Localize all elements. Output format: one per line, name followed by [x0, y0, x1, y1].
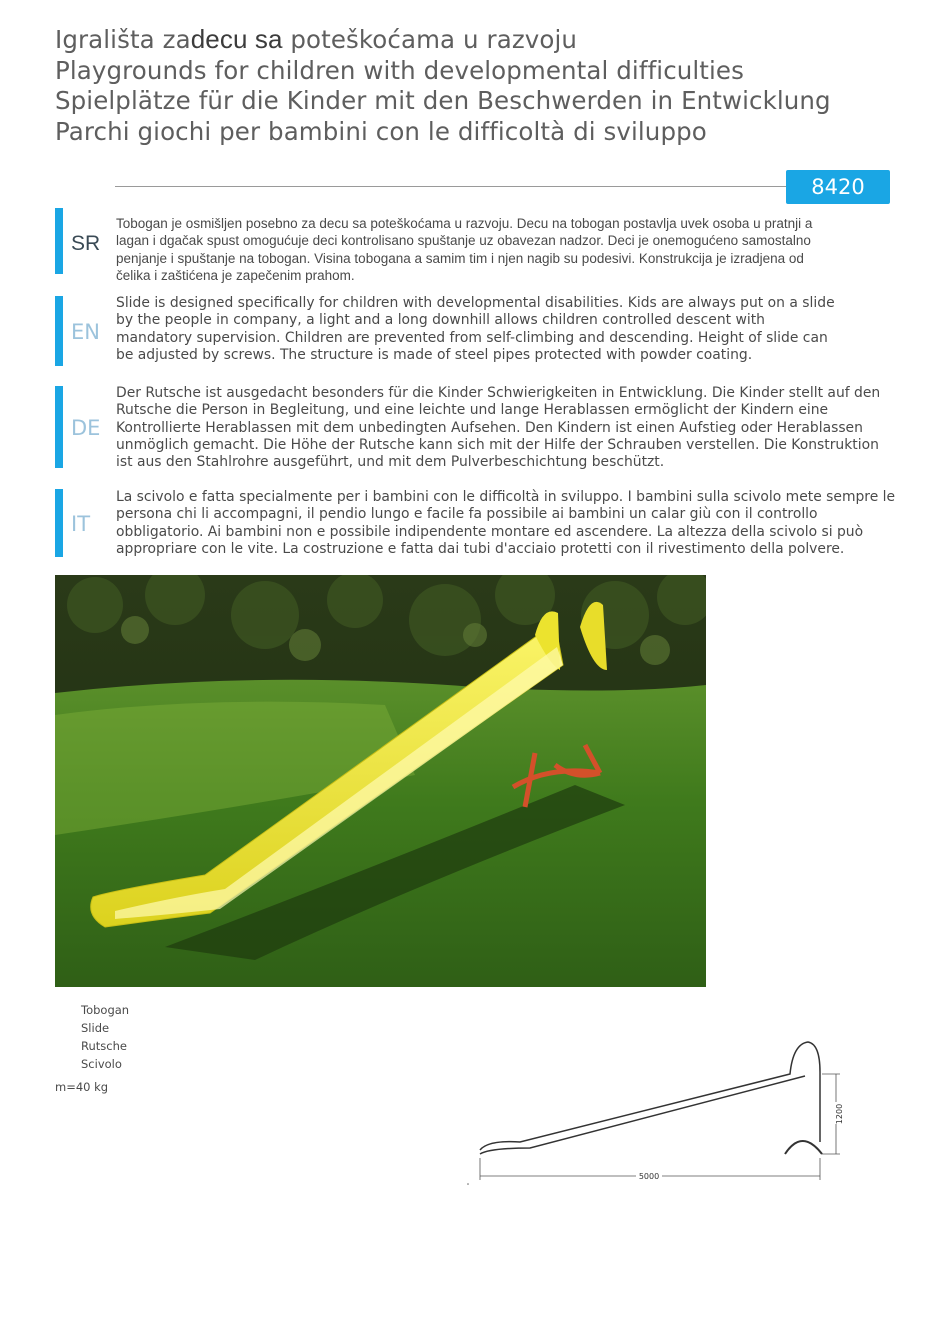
text-line: lagan i dgačak spust omogućuje deci kontrolisano spuštanje uz obavezan nadzor. Deci je onemogućeno samostalno [116, 233, 811, 249]
drawing-slide-bottom [480, 1076, 805, 1154]
product-names [81, 1001, 129, 1073]
text-line: persona chi li accompagni, il pendio lungo e facile fa possibile ai bambini un calar giù con il controllo [116, 506, 818, 523]
text-line: obbligatorio. Ai bambini non e possibile indipendente montare ed ascendere. La altezza della scivolo si può [116, 523, 864, 540]
lang-bar-sr [55, 208, 63, 274]
text-line: Rutsche die Person in Begleitung, und eine leichte und lange Herablassen ermöglicht der Kindern eine [116, 402, 829, 419]
title-german: Spielplätze für die Kinder mit den Beschwerden in Entwicklung [55, 86, 831, 115]
text-line: mandatory supervision. Children are prevented from self-climbing and descending. Height of slide can [116, 329, 828, 346]
drawing-length-label: 5000 [638, 1172, 660, 1181]
paragraph-sr [116, 215, 812, 284]
text-line: Slide is designed specifically for children with developmental disabilities. Kids are always put on a slide [116, 295, 835, 311]
text-line: Tobogan je osmišljen posebno za decu sa poteškoćama u razvoju. Decu na tobogan postavlja uvek osoba u pratnji a [116, 216, 813, 231]
title-english: Playgrounds for children with developmental difficulties [55, 55, 744, 85]
product-code-badge: 8420 [786, 170, 890, 204]
text-line: unmöglich gemacht. Die Höhe der Rutsche kann sich mit der Hilfe der Schrauben verstellen. Die Konstruktion [116, 436, 879, 453]
text-line: Kontrollierte Herablassen mit dem unbedingten Aufsehen. Den Kindern ist einen Aufstieg oder Herablassen [116, 419, 863, 436]
text-line: by the people in company, a light and a long downhill allows children controlled descent with [116, 312, 765, 329]
product-name-sr: Tobogan [81, 1003, 130, 1017]
text-line: La scivolo e fatta specialmente per i bambini con le difficoltà in sviluppo. I bambini sulla scivolo mete sempre le [116, 489, 896, 505]
lang-bar-it [55, 489, 63, 557]
drawing-height-label: 1200 [835, 1103, 844, 1125]
product-name-de: Rutsche [81, 1039, 127, 1053]
lang-code-en: EN [71, 320, 100, 344]
lang-code-sr: SR [71, 232, 101, 255]
header-divider [115, 186, 790, 187]
text-line: ist aus den Stahlrohre ausgeführt, und mit dem Pulverbeschichtung beschützt. [116, 454, 665, 471]
text-line: čelika i zaštićena je zapečenim prahom. [116, 267, 355, 283]
title-sr-pre: Igrališta za [55, 25, 191, 54]
lang-code-de: DE [71, 416, 101, 440]
product-name-it: Scivolo [81, 1057, 122, 1071]
paragraph-en [116, 295, 835, 364]
drawing-stand-arch [785, 1141, 822, 1154]
paragraph-it [116, 489, 895, 558]
title-sr-post: poteškoćama u razvoju [290, 25, 578, 54]
page-titles [55, 24, 831, 147]
text-line: Der Rutsche ist ausgedacht besonders für die Kinder Schwierigkeiten in Entwicklung. Die Kinder stellt auf den [116, 385, 881, 401]
product-photo [55, 575, 706, 987]
text-line: appropriare con le vite. La costruzione e fatta dai tubi d'acciaio protetti con il rivestimento della polvere. [116, 540, 845, 557]
title-serbian [55, 24, 831, 56]
product-name-en: Slide [81, 1021, 110, 1035]
text-line: be adjusted by screws. The structure is made of steel pipes protected with powder coating. [116, 346, 753, 363]
title-sr-mid: decu sa [190, 24, 283, 54]
drawing-slide-outline [480, 1042, 820, 1150]
lang-bar-en [55, 296, 63, 366]
lang-code-it: IT [71, 512, 91, 536]
text-line: penjanje i spuštanje na tobogan. Visina tobogana a samim tim i njen nagib su podesivi. Konstrukcija je izradjena od [116, 250, 804, 266]
product-mass: m=40 kg [55, 1080, 109, 1094]
paragraph-de [116, 385, 880, 471]
title-italian: Parchi giochi per bambini con le difficoltà di sviluppo [55, 116, 707, 146]
drawing-dot [467, 1183, 469, 1185]
technical-drawing [460, 1032, 860, 1192]
lang-bar-de [55, 386, 63, 468]
